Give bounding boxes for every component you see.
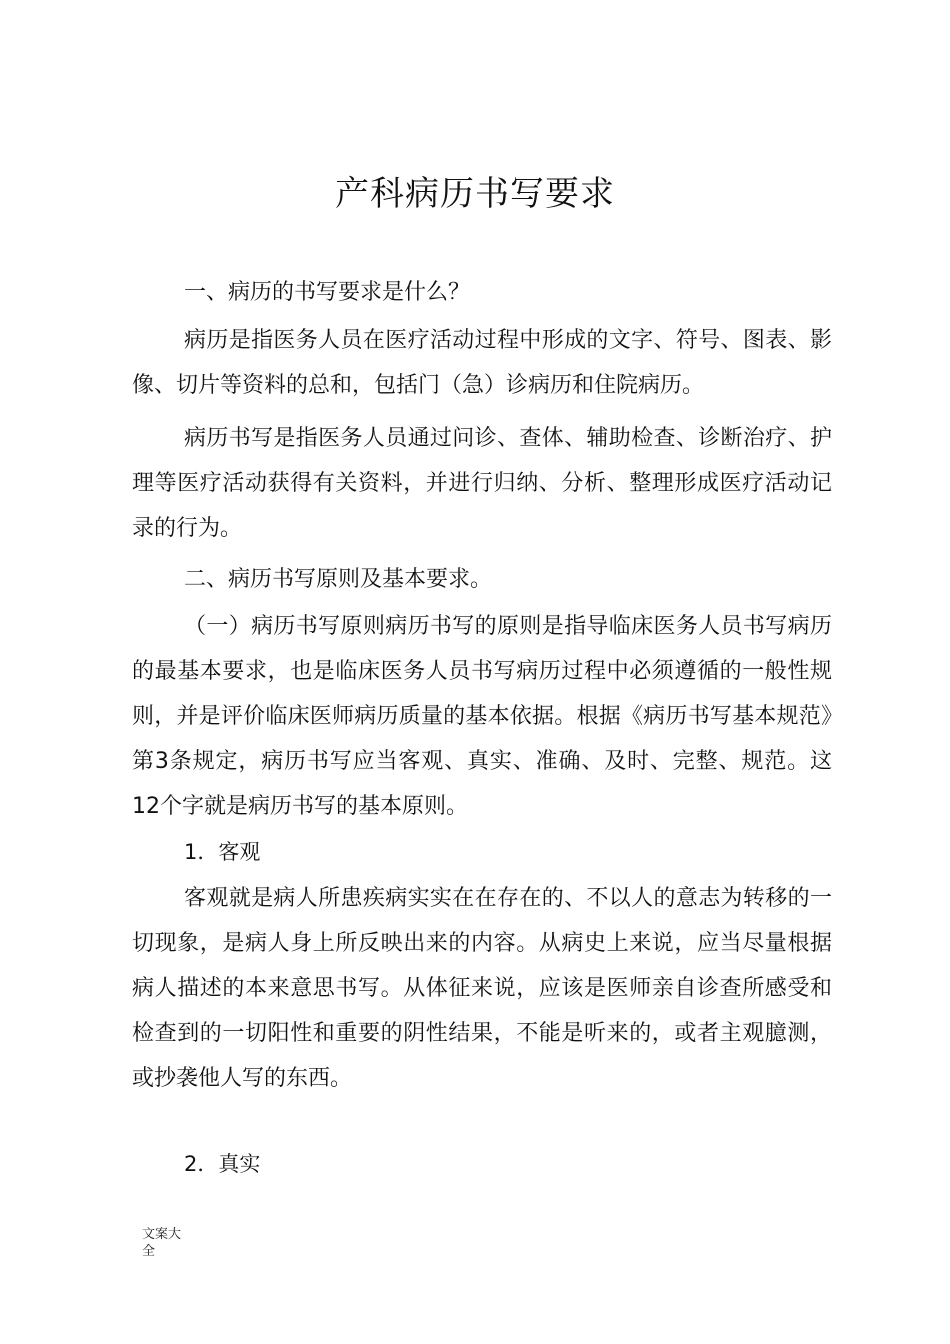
footer-watermark: 文案大全 (142, 1227, 182, 1259)
section-1-paragraph-1: 病历是指医务人员在医疗活动过程中形成的文字、符号、图表、影像、切片等资料的总和，包括门（急）诊病历和住院病历。 (132, 328, 832, 398)
section-1-paragraph-2: 病历书写是指医务人员通过问诊、查体、辅助检查、诊断治疗、护理等医疗活动获得有关资料，并进行归纳、分析、整理形成医疗活动记录的行为。 (132, 426, 832, 541)
document-body (132, 273, 832, 1188)
section-heading-2: 二、病历书写原则及基本要求。 (184, 567, 493, 592)
item-objective-paragraph: 客观就是病人所患疾病实实在在存在的、不以人的意志为转移的一切现象，是病人身上所反映出来的内容。从病史上来说，应当尽量根据病人描述的本来意思书写。从体征来说，应该是医师亲自诊查所感受和检查到的一切阳性和重要的阴性结果，不能是听来的，或者主观臆测，或抄袭他人写的东西。 (132, 886, 832, 1091)
spacer (132, 1101, 832, 1141)
item-heading-truthful: 2．真实 (184, 1152, 261, 1176)
section-2-paragraph-1: （一）病历书写原则病历书写的原则是指导临床医务人员书写病历的最基本要求，也是临床医务人员书写病历过程中必须遵循的一般性规则，并是评价临床医师病历质量的基本依据。根据《病历书写基本规范》第3条规定，病历书写应当客观、真实、准确、及时、完整、规范。这12个字就是病历书写的基本原则。 (132, 614, 832, 819)
section-heading-1: 一、病历的书写要求是什么？ (184, 280, 471, 305)
item-heading-objective: 1．客观 (184, 840, 261, 864)
page-title: 产科病历书写要求 (335, 174, 615, 214)
